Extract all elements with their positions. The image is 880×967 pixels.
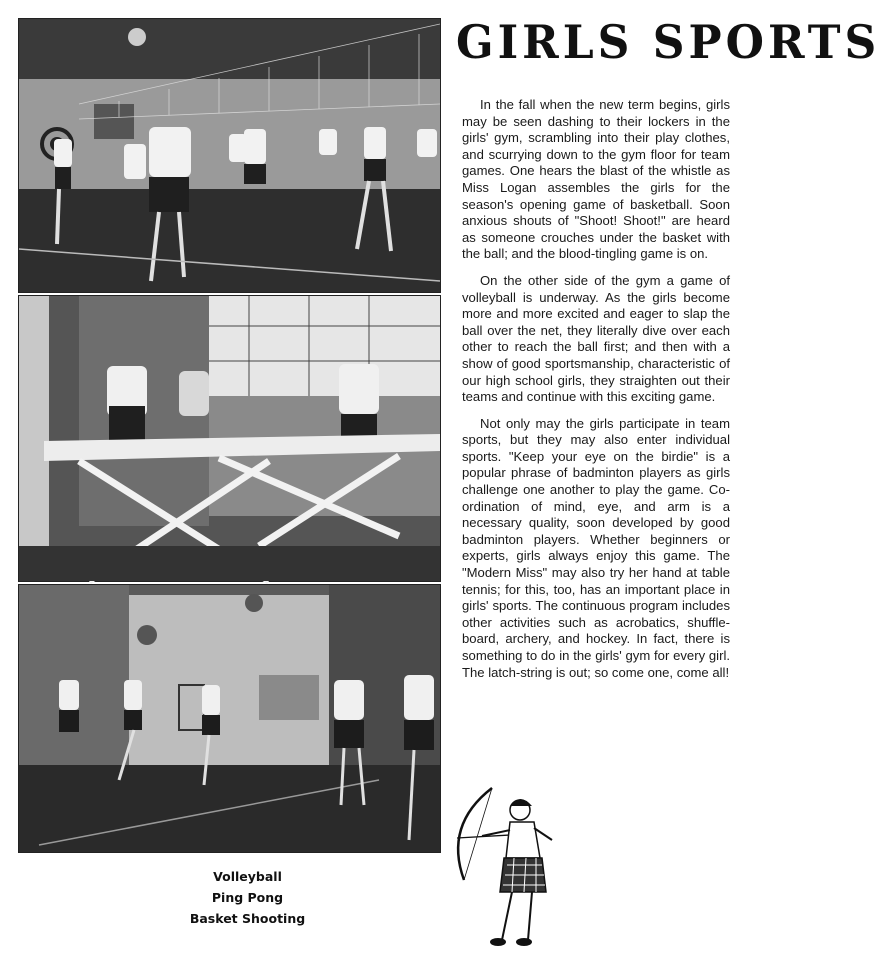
volleyball-photo [18,18,441,293]
article-body [462,97,730,691]
paragraph: In the fall when the new term begins, girls may be seen dashing to their lockers in the girls' gym, scrambling into their play clothes, and scurrying down to the gym floor for team games. One hears the blast of the whistle as Miss Logan assembles the girls for the season's opening game of basketball. Soon anxious shouts of "Shoot! Shoot!" are heard as someone crouches under the basket with the ball; and the blood-tingling game is on. [462,97,730,262]
caption-ping-pong: Ping Pong [211,890,284,905]
caption-basket-shooting: Basket Shooting [189,911,306,926]
basket-shooting-photo [18,584,441,853]
paragraph: Not only may the girls participate in team sports, but they may also enter individual sports. "Keep your eye on the birdie" is a popular phrase of badminton players as girls challenge one another to play the game. Co-ordination of mind, eye, and arm is a necessary quality, soon developed by good badminton players. Whether beginners or experts, girls always enjoy this game. The "Modern Miss" may also try her hand at table tennis; for this, too, has an important place in girls' sports. The continuous program includes other activities such as acrobatics, shuffle-board, archery, and hockey. In fact, there is something to do in the girls' gym for every girl. The latch-string is out; so come one, come all! [462,415,730,680]
ping-pong-photo [18,295,441,582]
paragraph: On the other side of the gym a game of volleyball is underway. As the girls become more and more excited and eager to slap the ball over the net, they literally dive over each other to reach the ball first; and then with a show of good sportsmanship, characteristic of our high school girls, they straighten out their teams and continue with this exciting game. [462,272,730,405]
archer-drawing [452,780,562,955]
photo-captions [140,866,355,929]
caption-volleyball: Volleyball [213,869,282,884]
page-title: GIRLS SPORTS [456,16,880,70]
